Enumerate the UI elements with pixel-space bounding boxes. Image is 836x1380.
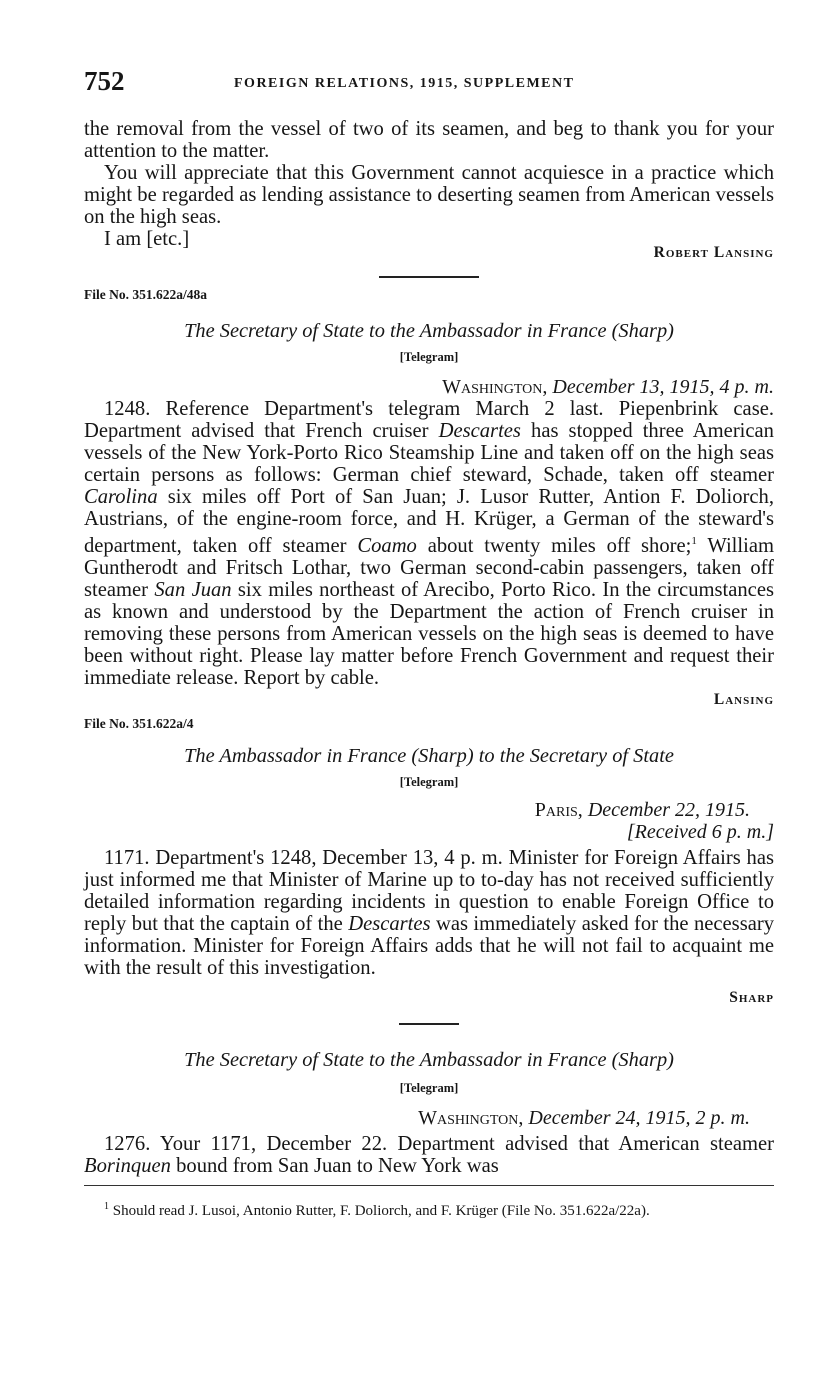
doc1-para1: the removal from the vessel of two of its seamen, and beg to thank you for your attention to the matter. <box>84 118 774 162</box>
doc2-ship-name: Carolina <box>84 486 158 508</box>
doc4-dateline <box>84 1107 774 1129</box>
doc3-file-number: File No. 351.622a/4 <box>84 715 194 731</box>
doc2-ship-name: San Juan <box>154 578 232 601</box>
doc2-signature: Lansing <box>713 690 774 708</box>
doc2-body-text: about twenty miles off shore; <box>427 534 692 557</box>
running-head: FOREIGN RELATIONS, 1915, SUPPLEMENT <box>234 76 575 91</box>
doc3-body-text: 1171. Department's 1248, December 13, 4 p. m. Minister for Foreign Affairs has just informed me that Minister of Marine up to to-day has not received sufficiently detailed information regarding incidents in question to enable Foreign Office to reply but that the captain of the <box>84 846 774 935</box>
doc2-body <box>84 398 774 689</box>
footnote <box>84 1198 774 1220</box>
doc3-dateline <box>84 799 774 821</box>
doc3-signature: Sharp <box>729 988 774 1006</box>
page-header <box>84 62 774 102</box>
doc1-para2: You will appreciate that this Government cannot acquiesce in a practice which might be regarded as lending assistance to deserting seamen from American vessels on the high seas. <box>84 162 774 228</box>
doc3-date: December 22, 1915. <box>587 798 750 821</box>
doc1-signature: Robert Lansing <box>653 244 774 261</box>
doc3-body-text: was immediately asked for the necessary information. Minister for Foreign Affairs adds that he will not fail to acquaint me with the result of this investigation. <box>84 912 774 979</box>
doc2-dateline <box>84 376 774 398</box>
doc2-place: Washington, <box>442 376 548 398</box>
doc2-body-text: has stopped three American vessels of the New York-Porto Rico Steamship Line and taken off on the high seas certain persons as follows: German chief steward, Schade, taken off steamer <box>84 420 774 486</box>
doc4-body <box>84 1133 774 1177</box>
page-number: 752 <box>84 66 125 96</box>
document-page <box>84 62 774 1220</box>
doc3-received-text: [Received 6 p. m.] <box>626 820 774 843</box>
doc2-heading: The Secretary of State to the Ambassador in France (Sharp) <box>184 320 674 342</box>
doc2-body-text: William Guntherodt and Fritsch Lothar, two German second-cabin passengers, taken off steamer <box>84 534 774 601</box>
footnote-text: Should read J. Lusoi, Antonio Rutter, F. Doliorch, and F. Krüger (File No. 351.622a/22a). <box>112 1202 650 1219</box>
doc2-ship-name: Coamo <box>357 534 417 557</box>
doc4-ship-name: Borinquen <box>84 1154 171 1177</box>
doc4-body-text: 1276. Your 1171, December 22. Department advised that American steamer <box>104 1132 774 1155</box>
doc3-place: Paris, <box>534 798 583 821</box>
doc2-body-text: six miles northeast of Arecibo, Porto Rico. In the circumstances as known and understood by the Department the action of French cruiser in removing these persons from American vessels on the high seas is deemed to have been without right. Please lay matter before French Government and request their immediate release. Report by cable. <box>84 578 774 689</box>
footnote-rule <box>84 1185 774 1186</box>
doc4-place: Washington, <box>418 1106 524 1129</box>
doc4-body-text: bound from San Juan to New York was <box>176 1154 499 1177</box>
doc4-heading: The Secretary of State to the Ambassador in France (Sharp) <box>184 1048 674 1071</box>
footnote-marker: 1 <box>104 1200 109 1212</box>
doc4-telegram-label: [Telegram] <box>399 1080 459 1095</box>
footnote-reference: 1 <box>691 535 697 547</box>
doc1-closing: I am [etc.] <box>104 228 190 250</box>
doc3-received <box>84 821 774 843</box>
doc3-telegram-label: [Telegram] <box>399 774 459 789</box>
doc2-telegram-label: [Telegram] <box>399 350 459 364</box>
separator-rule <box>399 1023 459 1025</box>
doc3-heading: The Ambassador in France (Sharp) to the Secretary of State <box>184 744 674 767</box>
doc3-ship-name: Descartes <box>348 912 431 935</box>
doc4-date: December 24, 1915, 2 p. m. <box>528 1106 750 1129</box>
doc2-body-text: 1248. Reference Department's telegram March 2 last. Piepenbrink case. Department advised that French cruiser <box>84 398 774 442</box>
doc2-body-text: six miles off Port of San Juan; J. Lusor Rutter, Antion F. Doliorch, Austrians, of the engine-room force, and H. Krüger, a German of the steward's department, taken off steamer <box>84 486 775 557</box>
doc2-file-number: File No. 351.622a/48a <box>84 287 207 302</box>
separator-rule <box>379 276 479 278</box>
doc3-body <box>84 847 774 979</box>
doc2-date: December 13, 1915, 4 p. m. <box>552 376 774 398</box>
doc2-ship-name: Descartes <box>438 420 521 442</box>
